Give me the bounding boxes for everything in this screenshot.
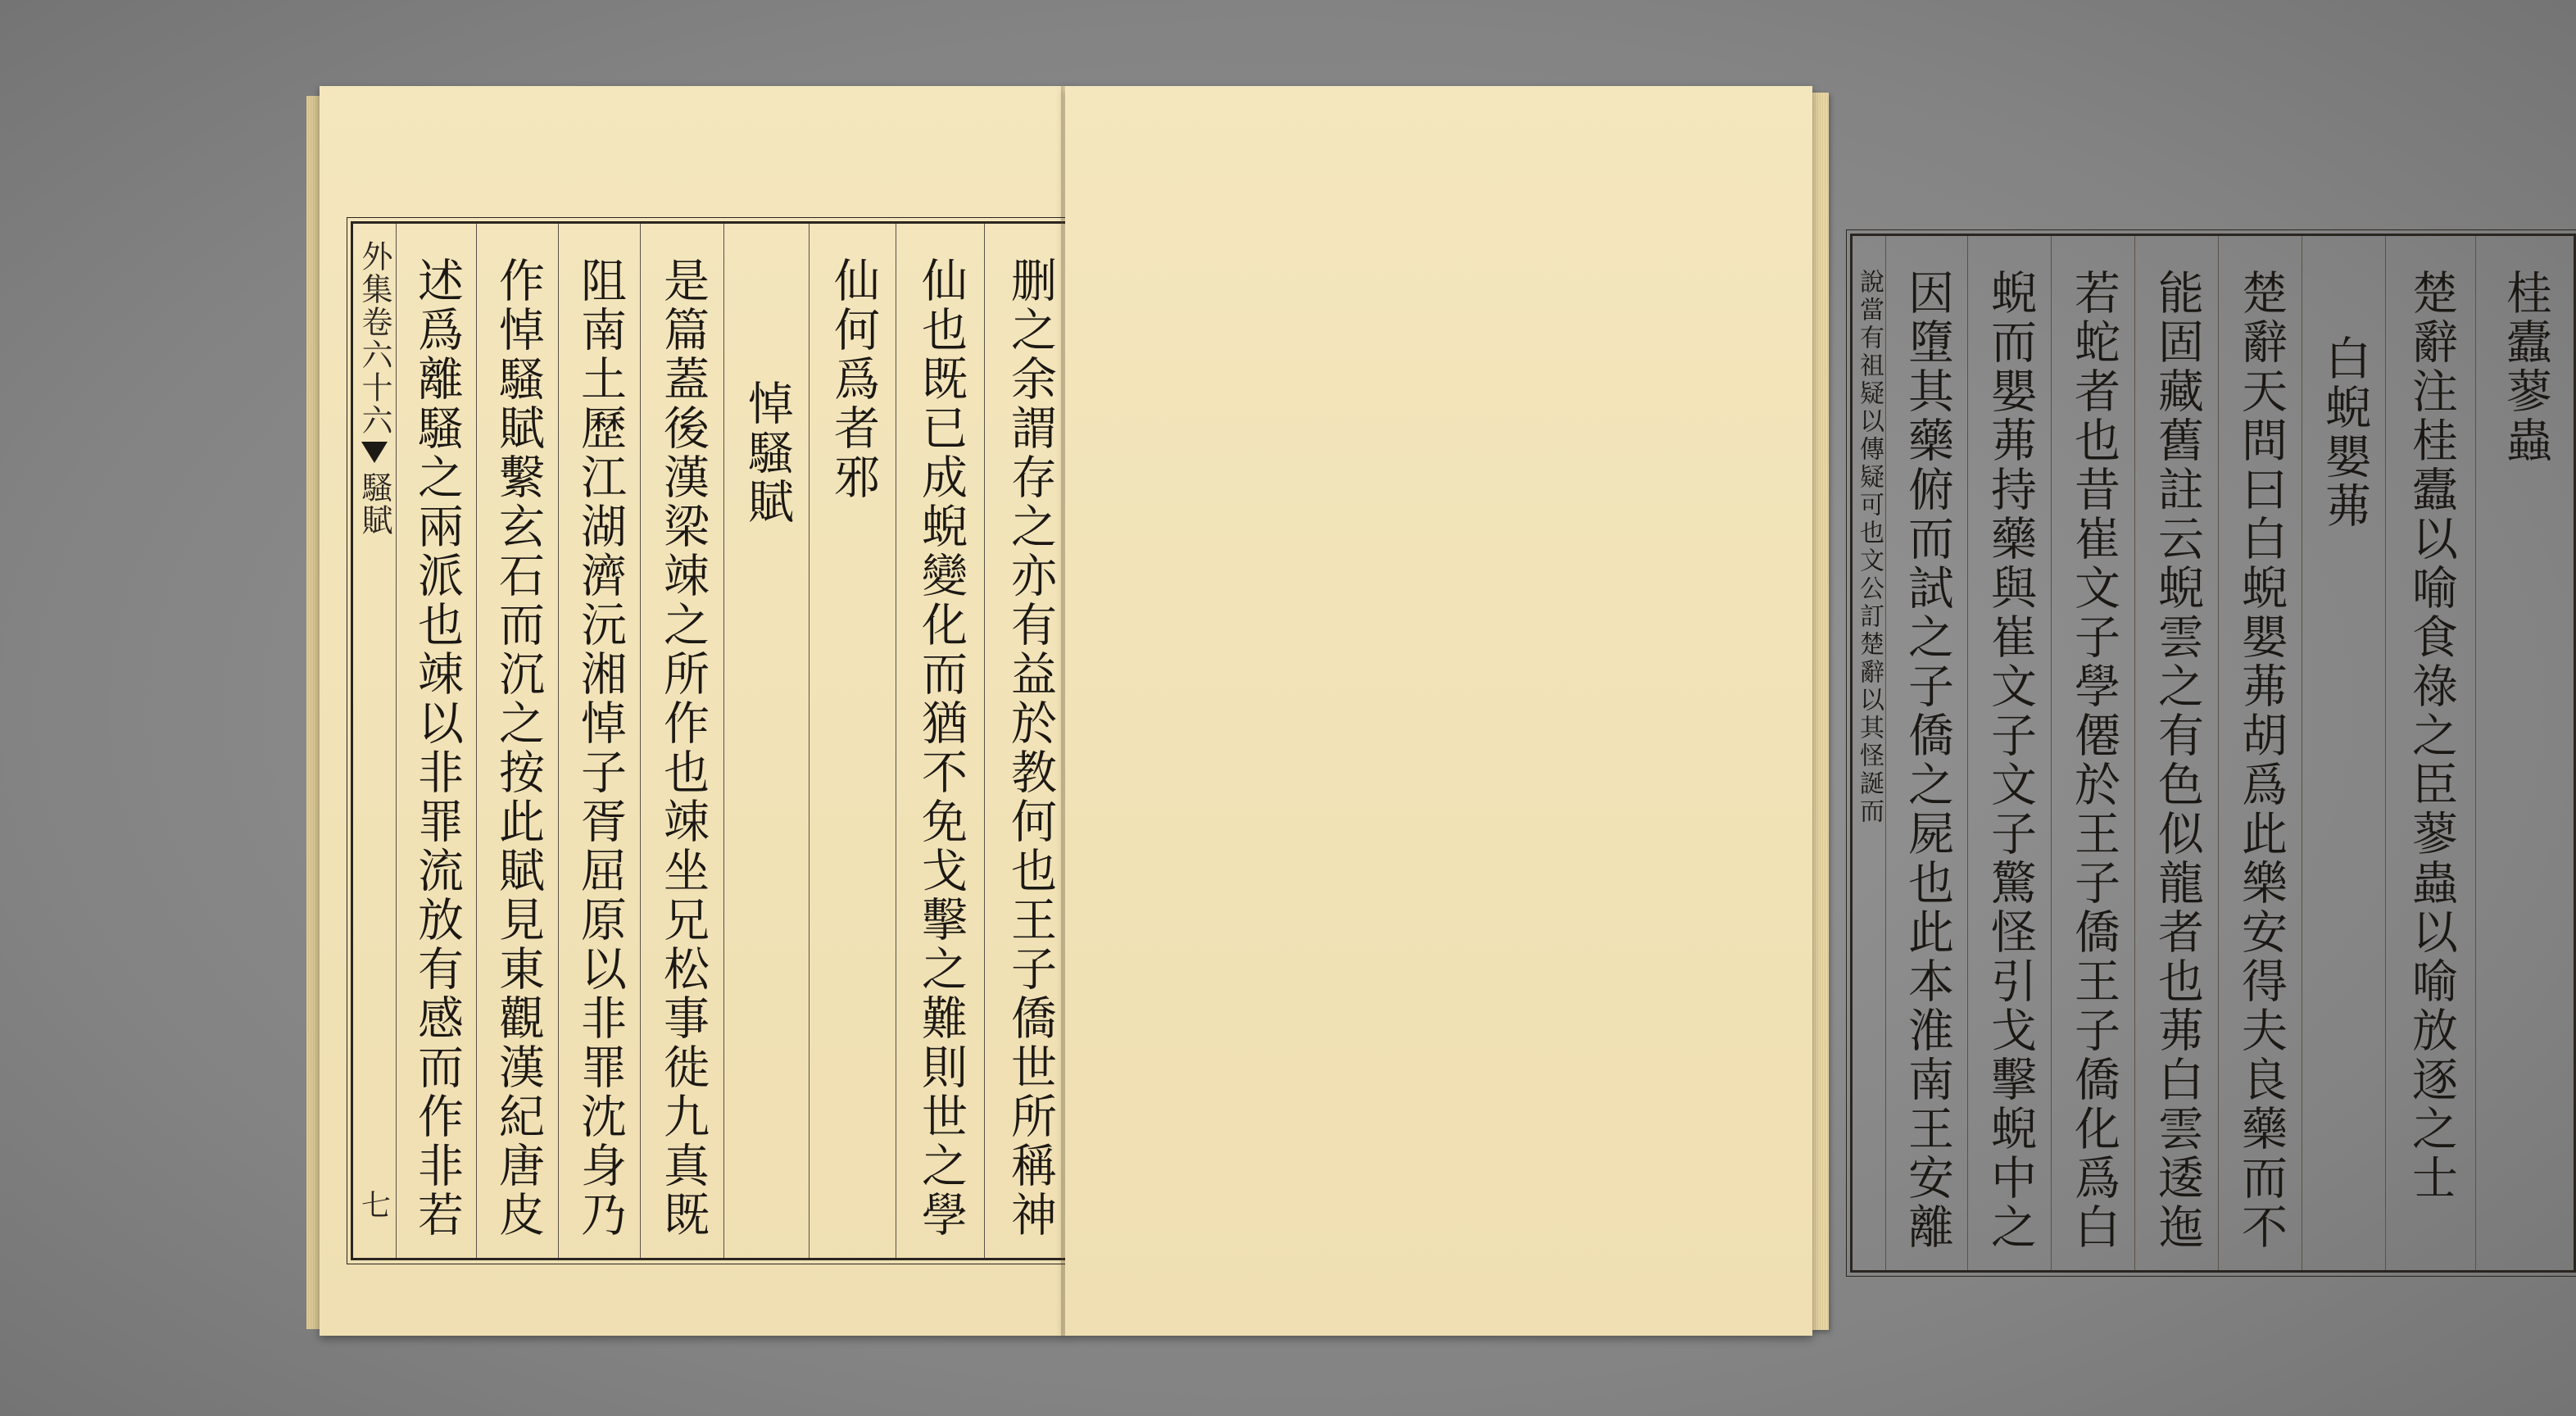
column-text: 說當有祖疑以傳疑可也文公訂楚辭以其怪誕而 xyxy=(1855,269,1884,826)
column-text: 若蛇者也昔崔文子學僊於王子僑王子僑化爲白 xyxy=(2067,269,2120,1252)
column-text: 楚辭天問曰白蜺嬰茀胡爲此樂安得夫良藥而不 xyxy=(2234,269,2288,1252)
text-column xyxy=(396,224,477,1258)
section-title: 騷賦 xyxy=(356,471,392,537)
column-text: 是篇蓋後漢梁竦之所作也竦坐兄松事徙九真既 xyxy=(656,256,710,1240)
text-column xyxy=(723,224,810,1258)
text-column xyxy=(809,224,896,1258)
text-column xyxy=(2134,236,2219,1270)
fishtail-mark xyxy=(361,442,388,463)
banxin-center-strip xyxy=(353,224,396,1258)
essay-title: 悼騷賦 xyxy=(741,379,794,527)
page-number: 七 xyxy=(361,1189,392,1223)
text-column xyxy=(896,224,985,1258)
text-column xyxy=(1885,236,1968,1270)
entry-heading: 桂蠹蓼蟲 xyxy=(2499,269,2552,465)
text-column xyxy=(2385,236,2476,1270)
text-column xyxy=(558,224,641,1258)
text-column xyxy=(2218,236,2302,1270)
text-column xyxy=(1967,236,2052,1270)
column-text: 因墮其藥俯而試之子僑之屍也此本淮南王安離 xyxy=(1901,269,1954,1252)
right-page-frame xyxy=(1850,234,2576,1273)
column-text: 仙也既已成蜺變化而猶不免戈擊之難則世之學 xyxy=(914,256,968,1240)
column-text: 楚辭注桂蠹以喻食祿之臣蓼蟲以喻放逐之士 xyxy=(2405,269,2458,1203)
open-book xyxy=(295,78,2552,1356)
sub-heading: 白蜺嬰茀 xyxy=(2318,334,2371,531)
column-text: 删之余謂存之亦有益於教何也王子僑世所稱神 xyxy=(1004,256,1057,1240)
left-page xyxy=(320,86,1067,1336)
volume-title: 外集卷六十六 xyxy=(356,240,392,437)
text-column xyxy=(2051,236,2135,1270)
column-text: 仙何爲者邪 xyxy=(827,256,880,502)
page-stack-right xyxy=(1811,93,1829,1330)
heading-column xyxy=(2475,236,2574,1270)
text-column xyxy=(2302,236,2386,1270)
text-column xyxy=(476,224,559,1258)
column-text: 蜺而嬰茀持藥與崔文子文子驚怪引戈擊蜺中之 xyxy=(1984,269,2037,1252)
right-page xyxy=(1065,86,2552,1336)
column-text: 作悼騷賦繫玄石而沉之按此賦見東觀漢紀唐皮 xyxy=(492,256,545,1240)
left-page-frame xyxy=(351,221,1077,1260)
column-text: 能固藏舊註云蜺雲之有色似龍者也茀白雲逶迤 xyxy=(2151,269,2204,1252)
text-column xyxy=(1853,236,1885,1270)
column-text: 阻南土歷江湖濟沅湘悼子胥屈原以非罪沈身乃 xyxy=(574,256,627,1240)
column-text: 述爲離騷之兩派也竦以非罪流放有感而作非若 xyxy=(410,256,464,1240)
text-column xyxy=(640,224,724,1258)
